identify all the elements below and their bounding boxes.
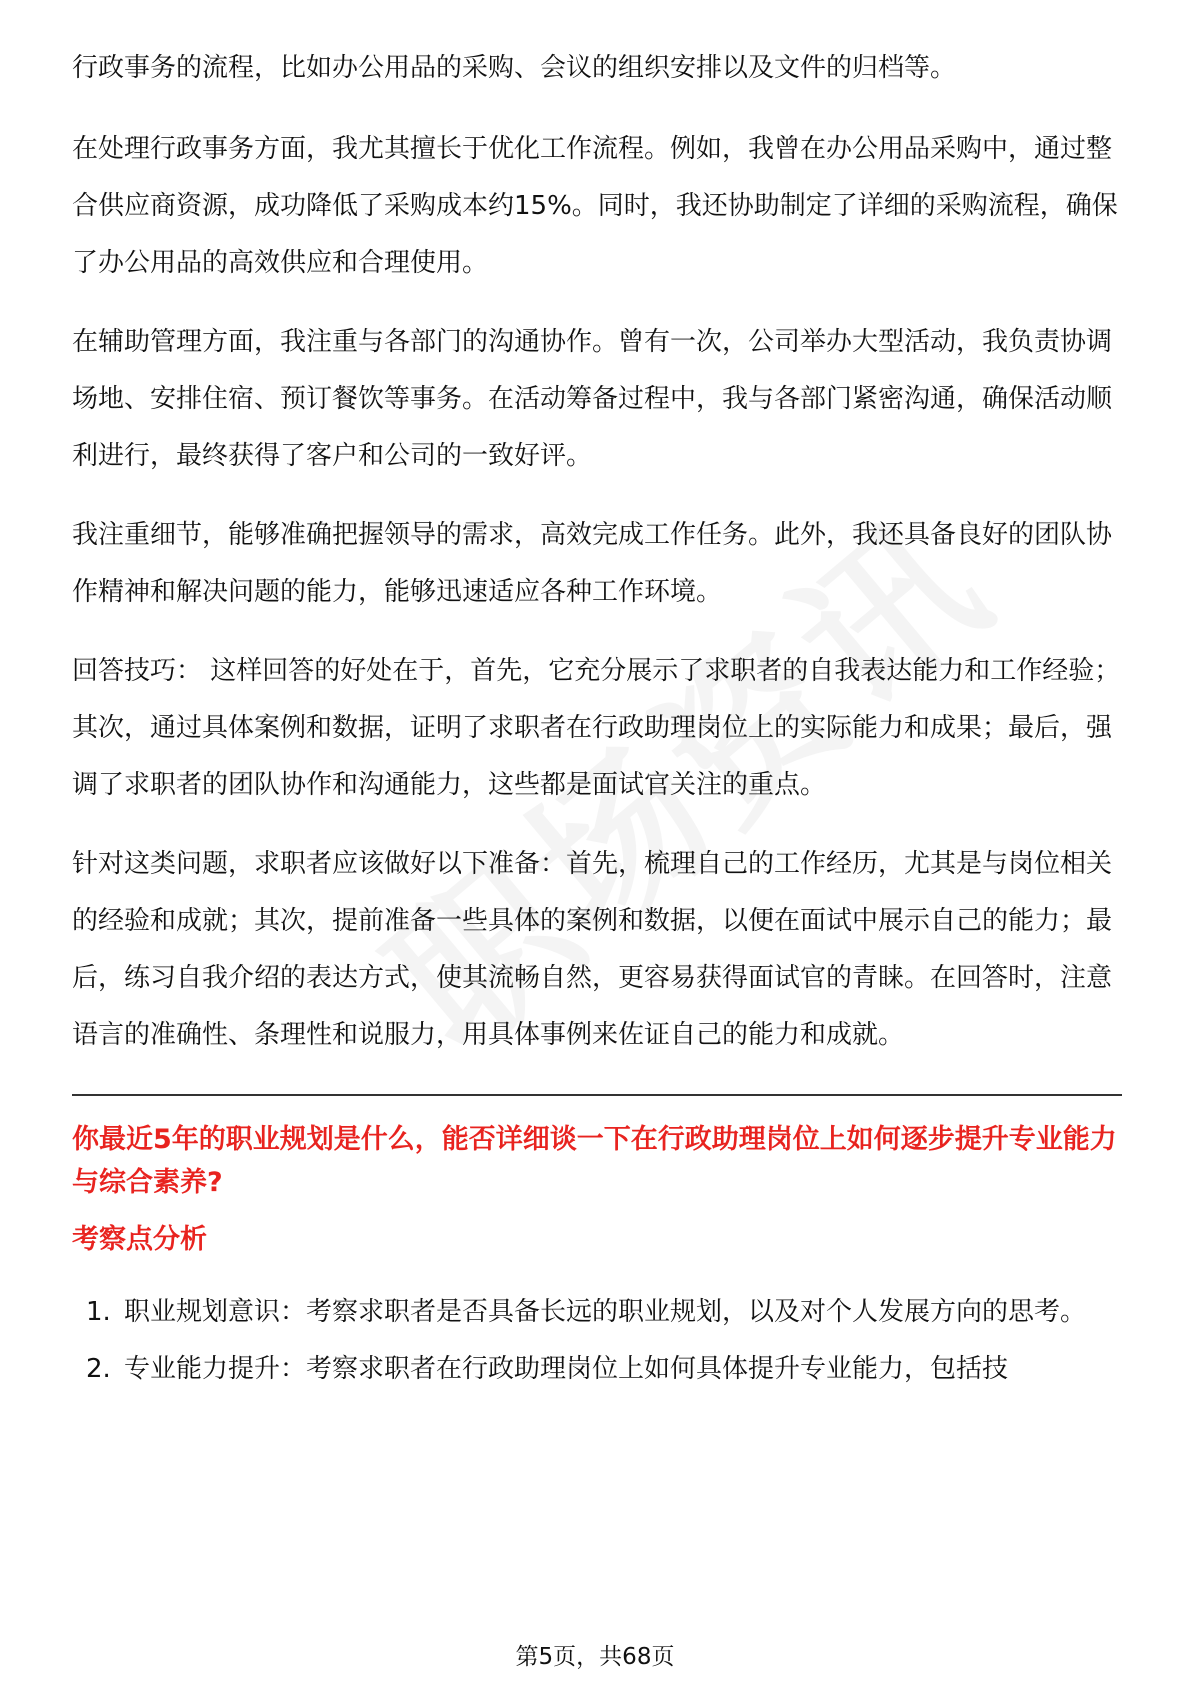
analysis-heading: 考察点分析 [72, 1224, 207, 1255]
paragraph-admin-process: 行政事务的流程，比如办公用品的采购、会议的组织安排以及文件的归档等。 [72, 53, 957, 83]
list-text: 职业规划意识：考察求职者是否具备长远的职业规划，以及对个人发展方向的思考。 [124, 1297, 1087, 1327]
paragraph-details: 我注重细节，能够准确把握领导的需求，高效完成工作任务。此外，我还具备良好的团队协作精神和解决问题的能力，能够迅速适应各种工作环境。 [72, 520, 1113, 607]
page-number: 第5页，共68页 [515, 1644, 675, 1670]
list-text: 专业能力提升：考察求职者在行政助理岗位上如何具体提升专业能力，包括技 [124, 1354, 1009, 1384]
paragraph-preparation: 针对这类问题，求职者应该做好以下准备：首先，梳理自己的工作经历，尤其是与岗位相关的经验和成就；其次，提前准备一些具体的案例和数据，以便在面试中展示自己的能力；最后，练习自我介绍的表达方式，使其流畅自然，更容易获得面试官的青睐。在回答时，注意语言的准确性、条理性和说服力，用具体事例来佐证自己的能力和成就。 [72, 849, 1113, 1050]
list-number: 1. [86, 1297, 111, 1327]
question-heading: 你最近5年的职业规划是什么，能否详细谈一下在行政助理岗位上如何逐步提升专业能力与综合素养? [72, 1124, 1117, 1198]
paragraph-management: 在辅助管理方面，我注重与各部门的沟通协作。曾有一次，公司举办大型活动，我负责协调场地、安排住宿、预订餐饮等事务。在活动筹备过程中，我与各部门紧密沟通，确保活动顺利进行，最终获得了客户和公司的一致好评。 [72, 327, 1113, 471]
list-item [72, 1284, 1122, 1341]
page-content [72, 40, 1122, 1398]
paragraph-answer-tips: 回答技巧： 这样回答的好处在于，首先，它充分展示了求职者的自我表达能力和工作经验；其次，通过具体案例和数据，证明了求职者在行政助理岗位上的实际能力和成果；最后，强调了求职者的团队协作和沟通能力，这些都是面试官关注的重点。 [72, 656, 1121, 800]
list-number: 2. [86, 1354, 111, 1384]
paragraph-admin-affairs: 在处理行政事务方面，我尤其擅长于优化工作流程。例如，我曾在办公用品采购中，通过整合供应商资源，成功降低了采购成本约15%。同时，我还协助制定了详细的采购流程，确保了办公用品的高效供应和合理使用。 [72, 134, 1118, 278]
section-divider [72, 1094, 1122, 1096]
analysis-list [72, 1284, 1122, 1398]
list-item [72, 1341, 1122, 1398]
